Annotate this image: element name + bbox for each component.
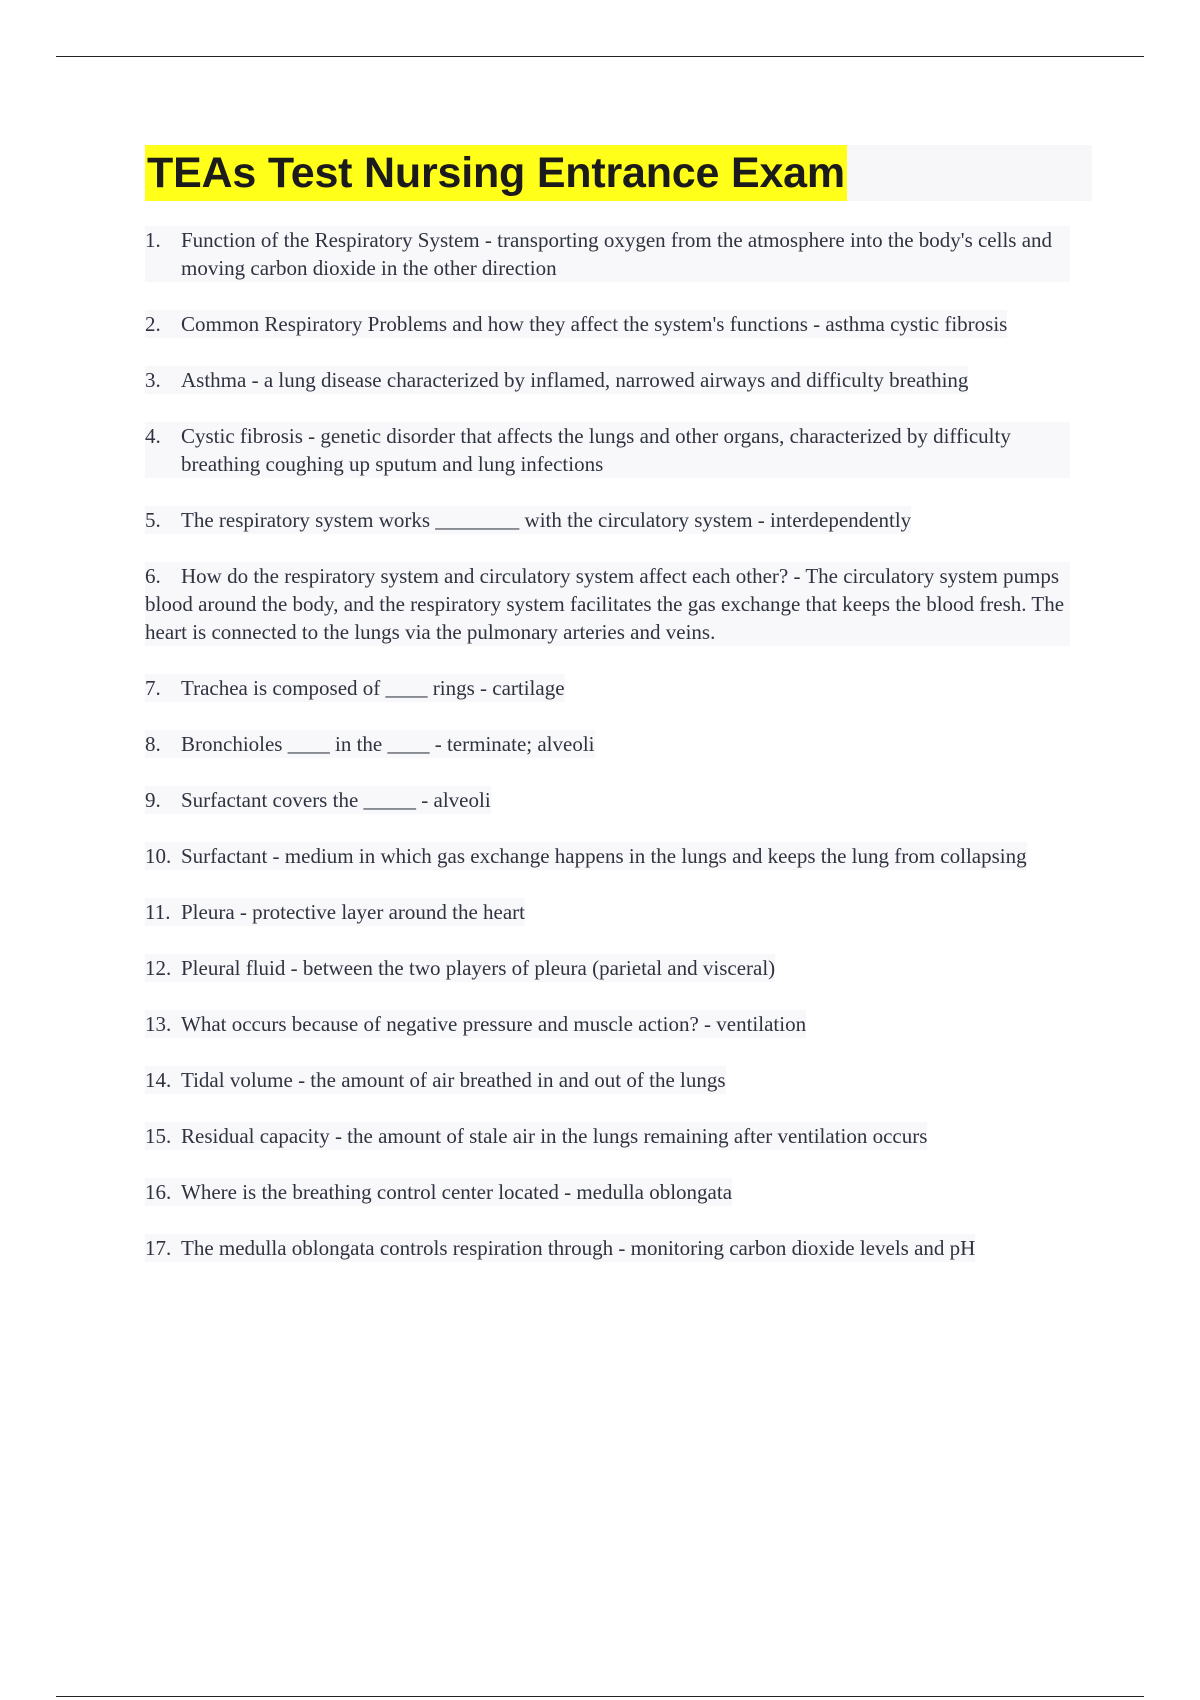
item-number: 3. [145,368,161,392]
title-row [145,145,1092,201]
item-text: What occurs because of negative pressure and muscle action? - ventilation [181,1012,807,1036]
item-text: Function of the Respiratory System - transporting oxygen from the atmosphere into the body's cells and moving carbon dioxide in the other direction [181,228,1053,280]
item-text: How do the respiratory system and circulatory system affect each other? - The circulatory system pumps blood around the body, and the respiratory system facilitates the gas exchange that keeps the blood fresh. The heart is connected to the lungs via the pulmonary arteries and veins. [145,564,1065,644]
item-number: 7. [145,676,161,700]
list-item [145,226,1070,282]
list-item [145,674,565,702]
bottom-rule [56,1696,1144,1697]
item-number: 9. [145,788,161,812]
item-text: The respiratory system works ________ with the circulatory system - interdependently [181,508,912,532]
item-text: Trachea is composed of ____ rings - cartilage [181,676,565,700]
list-item [145,1010,806,1038]
question-list [145,226,1070,1290]
item-text: Cystic fibrosis - genetic disorder that affects the lungs and other organs, characterized by difficulty breathing coughing up sputum and lung infections [181,424,1011,476]
list-item [145,1122,927,1150]
list-item [145,730,595,758]
item-number: 17. [145,1236,172,1260]
item-text: Surfactant - medium in which gas exchange happens in the lungs and keeps the lung from collapsing [181,844,1027,868]
list-item [145,310,1007,338]
list-item [145,954,775,982]
list-item [145,422,1070,478]
item-number: 13. [145,1012,172,1036]
item-text: Residual capacity - the amount of stale air in the lungs remaining after ventilation occurs [181,1124,928,1148]
item-text: Pleura - protective layer around the heart [181,900,526,924]
item-number: 4. [145,424,161,448]
item-number: 6. [145,564,161,588]
list-item [145,786,491,814]
item-text: Common Respiratory Problems and how they affect the system's functions - asthma cystic fibrosis [181,312,1008,336]
item-text: The medulla oblongata controls respiration through - monitoring carbon dioxide levels and pH [181,1236,976,1260]
item-text: Tidal volume - the amount of air breathed in and out of the lungs [181,1068,726,1092]
item-number: 8. [145,732,161,756]
document-title: TEAs Test Nursing Entrance Exam [145,145,847,201]
item-number: 12. [145,956,172,980]
list-item [145,898,525,926]
list-item [145,366,968,394]
list-item [145,1234,975,1262]
item-text: Bronchioles ____ in the ____ - terminate; alveoli [181,732,595,756]
item-number: 10. [145,844,172,868]
item-text: Pleural fluid - between the two players of pleura (parietal and visceral) [181,956,776,980]
item-number: 1. [145,228,161,252]
item-number: 5. [145,508,161,532]
list-item [145,842,1027,870]
item-text: Where is the breathing control center located - medulla oblongata [181,1180,733,1204]
item-number: 15. [145,1124,172,1148]
item-text: Asthma - a lung disease characterized by inflamed, narrowed airways and difficulty breathing [181,368,969,392]
top-rule [56,56,1144,57]
item-number: 16. [145,1180,172,1204]
list-item [145,562,1070,646]
list-item [145,506,911,534]
list-item [145,1066,726,1094]
item-number: 14. [145,1068,172,1092]
item-number: 2. [145,312,161,336]
item-number: 11. [145,900,171,924]
item-text: Surfactant covers the _____ - alveoli [181,788,491,812]
list-item [145,1178,732,1206]
